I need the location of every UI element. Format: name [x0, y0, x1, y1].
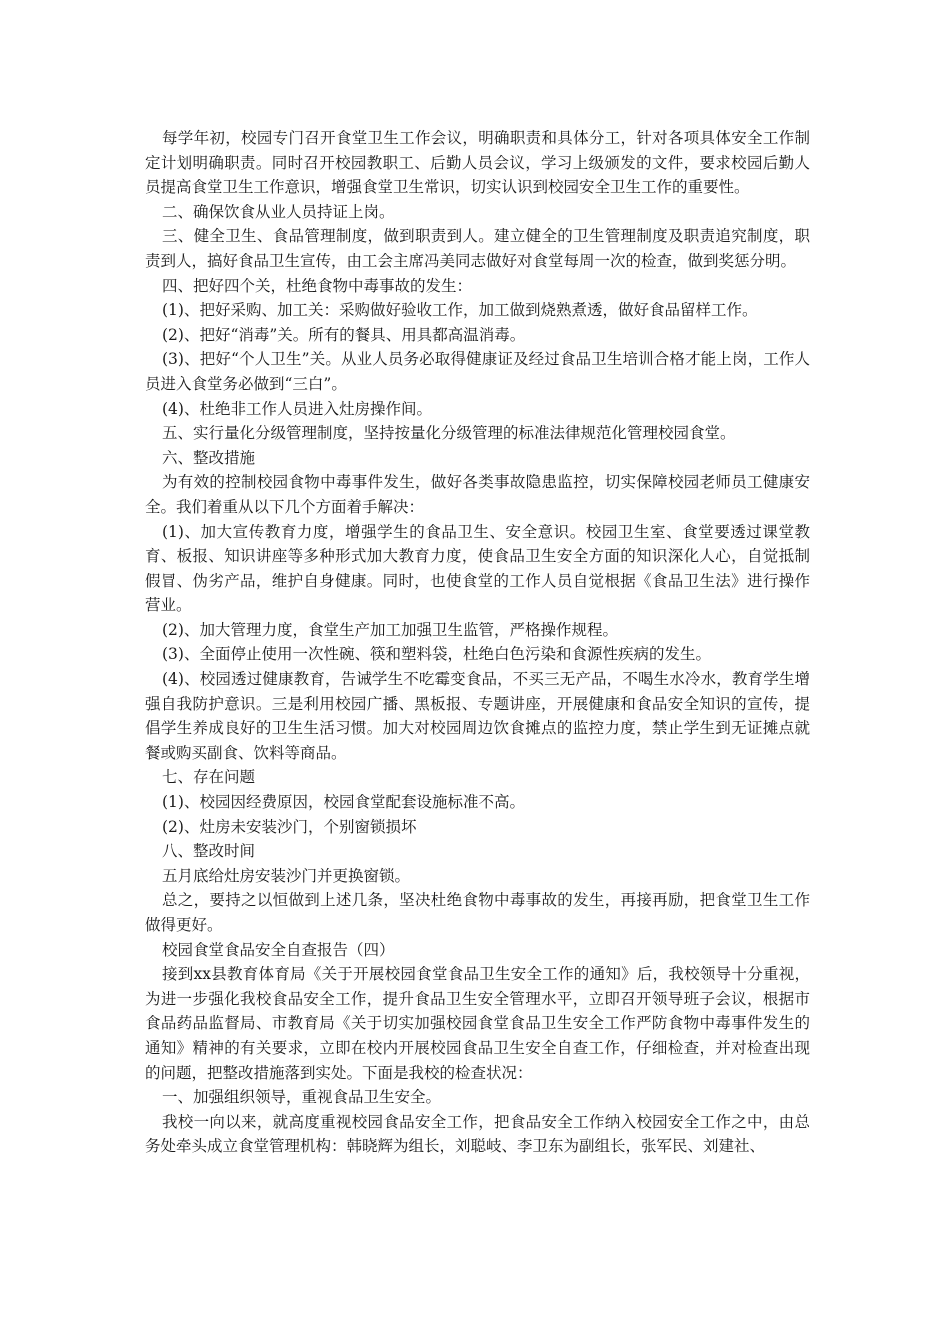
document-body: [145, 126, 810, 1159]
heading-section-7: 七、存在问题: [162, 768, 256, 787]
heading-section-4: 四、把好四个关，杜绝食物中毒事故的发生：: [162, 276, 473, 295]
paragraph-section-5: 五、实行量化分级管理制度，坚持按量化分级管理的标准法律规范化管理校园食堂。: [162, 424, 736, 443]
paragraph-section-3: 三、健全卫生、食品管理制度，做到职责到人。建立健全的卫生管理制度及职责追究制度，职责到人，搞好食品卫生宣传，由工会主席冯美同志做好对食堂每周一次的检查，做到奖惩分明。: [145, 227, 810, 270]
paragraph-report-4-section-1: 我校一向以来，就高度重视校园食品安全工作，把食品安全工作纳入校园安全工作之中，由总务处牵头成立食堂管理机构：韩晓辉为组长，刘聪岐、李卫东为副组长，张军民、刘建社、: [145, 1112, 810, 1156]
paragraph-report-4-intro: 接到xx县教育体育局《关于开展校园食堂食品卫生安全工作的通知》后，我校领导十分重视，为进一步强化我校食品安全工作，提升食品卫生安全管理水平，立即召开领导班子会议，根据市食品药品监督局、市教育局《关于切实加强校园食堂食品卫生安全工作严防食物中毒事件发生的通知》精神的有关要求，立即在校内开展校园食品卫生安全自查工作，仔细检查，并对检查出现的问题，把整改措施落到实处。下面是我校的检查状况：: [145, 965, 810, 1082]
list-item-4-1: (1)、把好采购、加工关：采购做好验收工作，加工做到烧熟煮透，做好食品留样工作。: [162, 301, 758, 320]
report-title-4: 校园食堂食品安全自查报告（四）: [162, 940, 395, 959]
heading-section-2: 二、确保饮食从业人员持证上岗。: [162, 202, 395, 221]
paragraph-section-6-intro: 为有效的控制校园食物中毒事件发生，做好各类事故隐患监控，切实保障校园老师员工健康安全。我们着重从以下几个方面着手解决：: [145, 473, 810, 516]
heading-section-6: 六、整改措施: [162, 448, 256, 467]
list-item-7-2: (2)、灶房未安装沙门，个别窗锁损坏: [162, 817, 417, 836]
list-item-4-2: (2)、把好“消毒”关。所有的餐具、用具都高温消毒。: [162, 325, 526, 344]
list-item-6-3: (3)、全面停止使用一次性碗、筷和塑料袋，杜绝白色污染和食源性疾病的发生。: [162, 645, 711, 664]
paragraph-section-8: 五月底给灶房安装沙门并更换窗锁。: [162, 866, 411, 885]
list-item-6-2: (2)、加大管理力度，食堂生产加工加强卫生监管，严格操作规程。: [162, 620, 618, 639]
list-item-4-3: (3)、把好“个人卫生”关。从业人员务必取得健康证及经过食品卫生培训合格才能上岗，工作人员进入食堂务必做到“三白”。: [145, 350, 810, 393]
list-item-4-4: (4)、杜绝非工作人员进入灶房操作间。: [162, 399, 432, 418]
paragraph-conclusion: 总之，要持之以恒做到上述几条，坚决杜绝食物中毒事故的发生，再接再励，把食堂卫生工作做得更好。: [145, 891, 810, 934]
list-item-6-4: (4)、校园透过健康教育，告诫学生不吃霉变食品，不买三无产品，不喝生水冷水，教育学生增强自我防护意识。三是利用校园广播、黑板报、专题讲座，开展健康和食品安全知识的宣传，提倡学生养成良好的卫生生活习惯。加大对校园周边饮食摊点的监控力度，禁止学生到无证摊点就餐或购买副食、饮料等商品。: [145, 670, 810, 762]
list-item-7-1: (1)、校园因经费原因，校园食堂配套设施标准不高。: [162, 793, 525, 812]
heading-report-4-section-1: 一、加强组织领导，重视食品卫生安全。: [162, 1088, 442, 1107]
paragraph-opening-meeting: 每学年初，校园专门召开食堂卫生工作会议，明确职责和具体分工，针对各项具体安全工作制定计划明确职责。同时召开校园教职工、后勤人员会议，学习上级颁发的文件，要求校园后勤人员提高食堂卫生工作意识，增强食堂卫生常识，切实认识到校园安全卫生工作的重要性。: [145, 129, 810, 197]
list-item-6-1: (1)、加大宣传教育力度，增强学生的食品卫生、安全意识。校园卫生室、食堂要透过课堂教育、板报、知识讲座等多种形式加大教育力度，使食品卫生安全方面的知识深化人心，自觉抵制假冒、伪劣产品，维护自身健康。同时，也使食堂的工作人员自觉根据《食品卫生法》进行操作营业。: [145, 522, 810, 615]
heading-section-8: 八、整改时间: [162, 842, 256, 861]
